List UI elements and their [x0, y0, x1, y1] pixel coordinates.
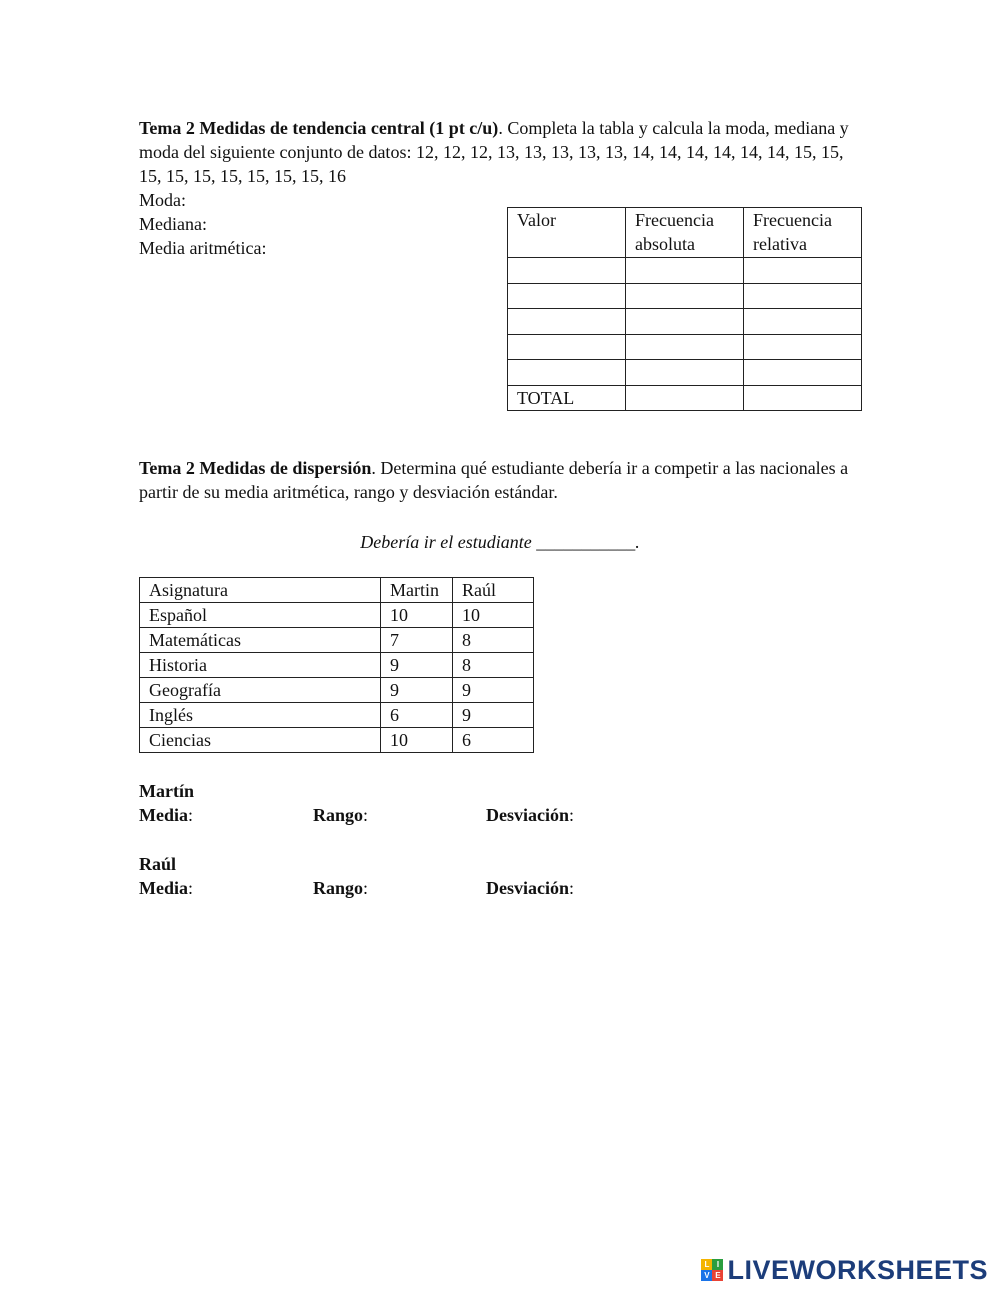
section1-title: Tema 2 Medidas de tendencia central (1 pt c/u): [139, 118, 499, 138]
total-row: [508, 385, 862, 411]
section1-intro: [139, 116, 859, 188]
header-frecuencia-relativa: Frecuencia relativa: [744, 208, 862, 258]
media-label: Media: [139, 878, 188, 898]
frequency-table-header: [508, 208, 862, 258]
media-label: Media: [139, 805, 188, 825]
desviacion-label: Desviación: [486, 805, 569, 825]
logo-text: LIVEWORKSHEETS: [727, 1255, 988, 1285]
total-absoluta-cell[interactable]: [626, 385, 744, 411]
total-relativa-cell[interactable]: [744, 385, 862, 411]
table-row: [508, 283, 862, 309]
subject-cell: Historia: [140, 653, 381, 678]
logo-icon: L I V E: [701, 1259, 723, 1281]
subject-cell: Geografía: [140, 678, 381, 703]
martin-grade: 10: [381, 603, 453, 628]
table-row: [508, 334, 862, 360]
table-row: [508, 309, 862, 335]
table-row: [140, 628, 534, 653]
absoluta-cell[interactable]: [626, 258, 744, 284]
subject-cell: Inglés: [140, 703, 381, 728]
valor-cell[interactable]: [508, 360, 626, 386]
subject-cell: Ciencias: [140, 728, 381, 753]
table-row: [140, 728, 534, 753]
media-field[interactable]: Media:: [139, 805, 194, 825]
total-label: TOTAL: [508, 385, 626, 411]
rango-label: Rango: [313, 805, 364, 825]
raul-grade: 9: [453, 678, 534, 703]
student-name: Martín: [139, 781, 194, 801]
table-row: [508, 360, 862, 386]
martin-grade: 9: [381, 653, 453, 678]
section2-intro: [139, 456, 859, 504]
raul-grade: 6: [453, 728, 534, 753]
subject-cell: Español: [140, 603, 381, 628]
rango-label: Rango: [313, 878, 364, 898]
raul-grade: 9: [453, 703, 534, 728]
media-label: Media aritmética:: [139, 238, 267, 258]
grades-table: [139, 577, 534, 753]
rango-field[interactable]: Rango:: [313, 805, 369, 825]
martin-grade: 6: [381, 703, 453, 728]
table-row: [508, 258, 862, 284]
desviacion-field[interactable]: Desviación:: [486, 878, 575, 898]
martin-grade: 10: [381, 728, 453, 753]
moda-label: Moda:: [139, 190, 186, 210]
header-frecuencia-absoluta: Frecuencia absoluta: [626, 208, 744, 258]
relativa-cell[interactable]: [744, 360, 862, 386]
desviacion-field[interactable]: Desviación:: [486, 805, 575, 825]
absoluta-cell[interactable]: [626, 334, 744, 360]
table-row: [140, 703, 534, 728]
section2-text: . Determina qué estudiante debería ir a competir a las nacionales a partir de su media aritmética, rango y desviación estándar.: [139, 458, 849, 502]
absoluta-cell[interactable]: [626, 309, 744, 335]
liveworksheets-logo: [701, 1255, 988, 1285]
desviacion-label: Desviación: [486, 878, 569, 898]
section2-title: Tema 2 Medidas de dispersión: [139, 458, 372, 478]
absoluta-cell[interactable]: [626, 283, 744, 309]
mediana-label: Mediana:: [139, 214, 207, 234]
relativa-cell[interactable]: [744, 283, 862, 309]
valor-cell[interactable]: [508, 334, 626, 360]
table-row: [140, 678, 534, 703]
absoluta-cell[interactable]: [626, 360, 744, 386]
martin-grade: 7: [381, 628, 453, 653]
answer-line[interactable]: Debería ir el estudiante ___________.: [360, 532, 640, 552]
martin-grade: 9: [381, 678, 453, 703]
valor-cell[interactable]: [508, 309, 626, 335]
frequency-table: [507, 207, 862, 411]
header-valor: Valor: [508, 208, 626, 258]
header-asignatura: Asignatura: [140, 578, 381, 603]
media-field[interactable]: Media:: [139, 878, 194, 898]
raul-grade: 10: [453, 603, 534, 628]
raul-grade: 8: [453, 653, 534, 678]
valor-cell[interactable]: [508, 258, 626, 284]
header-martin: Martin: [381, 578, 453, 603]
rango-field[interactable]: Rango:: [313, 878, 369, 898]
relativa-cell[interactable]: [744, 258, 862, 284]
section1-text: . Completa la tabla y calcula la moda, mediana y moda del siguiente conjunto de datos: 12, 12, 12, 13, 13, 13, 13, 13, 14, 14, 14, 14, 14, 14, 15, 15, 15, 15, 15, 15, 15, 15, 15, 16: [139, 118, 849, 186]
martin-stats: [139, 779, 575, 827]
valor-cell[interactable]: [508, 283, 626, 309]
header-raul: Raúl: [453, 578, 534, 603]
relativa-cell[interactable]: [744, 334, 862, 360]
section1-answers: [139, 188, 266, 260]
subject-cell: Matemáticas: [140, 628, 381, 653]
raul-stats: [139, 852, 575, 900]
student-name: Raúl: [139, 854, 177, 874]
table-row: [140, 653, 534, 678]
relativa-cell[interactable]: [744, 309, 862, 335]
table-row: [140, 603, 534, 628]
raul-grade: 8: [453, 628, 534, 653]
grades-header: [140, 578, 534, 603]
